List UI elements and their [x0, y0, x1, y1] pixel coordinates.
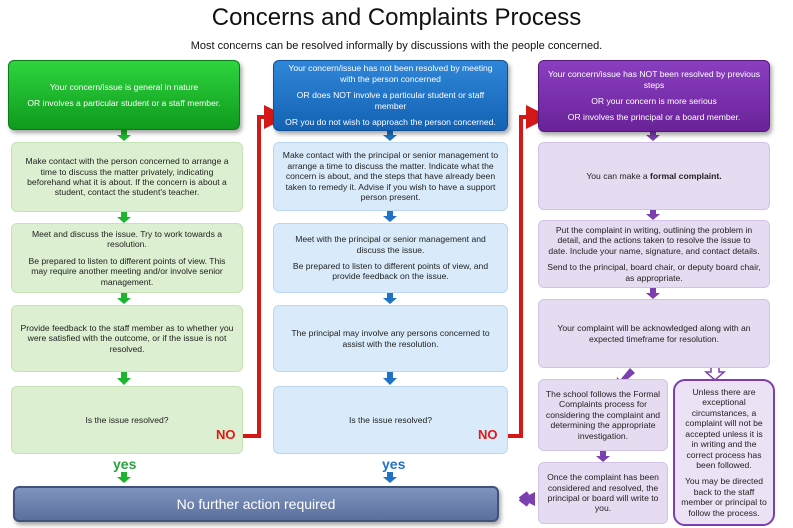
green-yes-label: yes [113, 456, 137, 472]
blue-header-line-2: OR does NOT involve a particular student or staff member [296, 90, 485, 111]
blue-header-line-3: OR you do not wish to approach the person concerned. [285, 117, 496, 128]
purple-header-line-2: OR your concern is more serious [591, 96, 717, 106]
green-step2-text-1: Meet and discuss the issue. Try to work towards a resolution. [31, 228, 223, 250]
green-no-label: NO [216, 427, 236, 442]
blue-step1-text: Make contact with the principal or senior management to arrange a time to discuss the matter. Indicate what the concern is about, and the steps that have already been taken to remedy it. Advise if you wish to have a support person present. [282, 150, 499, 203]
green-step-feedback [11, 305, 243, 372]
blue-step3-text: The principal may involve any persons concerned to assist with the resolution. [291, 328, 490, 349]
blue-header-line-1: Your concern/issue has not been resolved by meeting with the person concerned [288, 63, 493, 84]
purple-step5-text: Once the complaint has been considered and resolved, the principal or board will write to you. [547, 472, 659, 514]
purple-step2-text-1: Put the complaint in writing, outlining the problem in detail, and the actions taken to resolve the issue to date. Include your name, signature, and contact details. [548, 224, 760, 256]
purple-header-line-1: Your concern/issue has NOT been resolved by previous steps [547, 69, 761, 90]
blue-step2-text-1: Meet with the principal or senior management and discuss the issue. [295, 234, 486, 255]
green-header-box [8, 60, 240, 130]
purple-step3-text: Your complaint will be acknowledged along with an expected timeframe for resolution. [557, 323, 751, 344]
note-pointer-arrow [706, 366, 724, 380]
purple-step-resolved [538, 462, 668, 524]
page-subtitle: Most concerns can be resolved informally by discussions with the people concerned. [190, 40, 603, 52]
purple-step1-prefix: You can make a [586, 170, 651, 181]
purple-step1-strong: formal complaint. [650, 170, 722, 181]
green-header-line-2: OR involves a particular student or a staff member. [27, 98, 221, 108]
purple-header-box [538, 60, 770, 132]
no-connector-green-to-blue [243, 117, 276, 436]
purple-note-box [673, 379, 775, 526]
green-step3-text: Provide feedback to the staff member as to whether you were satisfied with the outcome, or if the issue is not resolved. [20, 322, 234, 354]
purple-step1-text [586, 171, 721, 181]
green-step-meet [11, 223, 243, 293]
green-header-line-1: Your concern/issue is general in nature [49, 81, 199, 92]
blue-step-involve [273, 305, 508, 372]
green-step2-text-2: Be prepared to listen to different points of view. This may require another meeting and/or involve senior management. [28, 255, 226, 287]
green-question-box [11, 386, 243, 454]
blue-step-contact [273, 142, 508, 211]
blue-header-box [273, 60, 508, 131]
blue-no-label: NO [478, 427, 498, 442]
blue-yes-label: yes [382, 456, 406, 472]
green-step-contact [11, 142, 243, 212]
blue-step-meet [273, 223, 508, 293]
no-further-action-box: No further action required [13, 486, 499, 522]
purple-step-formal [538, 142, 770, 210]
purple-step2-text-2: Send to the principal, board chair, or deputy board chair, as appropriate. [547, 262, 761, 283]
blue-step2-text-2: Be prepared to listen to different points of view, and provide feedback on the issue. [292, 261, 489, 282]
blue-question-box [273, 386, 508, 454]
purple-step-acknowledge [538, 299, 770, 368]
purple-step-process [538, 379, 668, 451]
purple-note-text-1: Unless there are exceptional circumstances, a complaint will not be accepted unless it is in writing and the correct process has been followed. [685, 386, 763, 470]
page-title: Concerns and Complaints Process [211, 4, 582, 31]
green-step1-text: Make contact with the person concerned to arrange a time to discuss the matter privately, indicating beforehand what it is about. If the concern is about a student, contact the student's teacher. [25, 156, 229, 198]
green-question-text: Is the issue resolved? [85, 414, 169, 425]
purple-step-write [538, 220, 770, 288]
purple-note-text-2: You may be directed back to the staff member or principal to follow the process. [681, 476, 767, 518]
purple-step4-text: The school follows the Formal Complaints process for considering the complaint and determining the appropriate investigation. [545, 388, 661, 441]
purple-header-line-3: OR involves the principal or a board member. [567, 112, 741, 123]
blue-question-text: Is the issue resolved? [348, 414, 433, 425]
